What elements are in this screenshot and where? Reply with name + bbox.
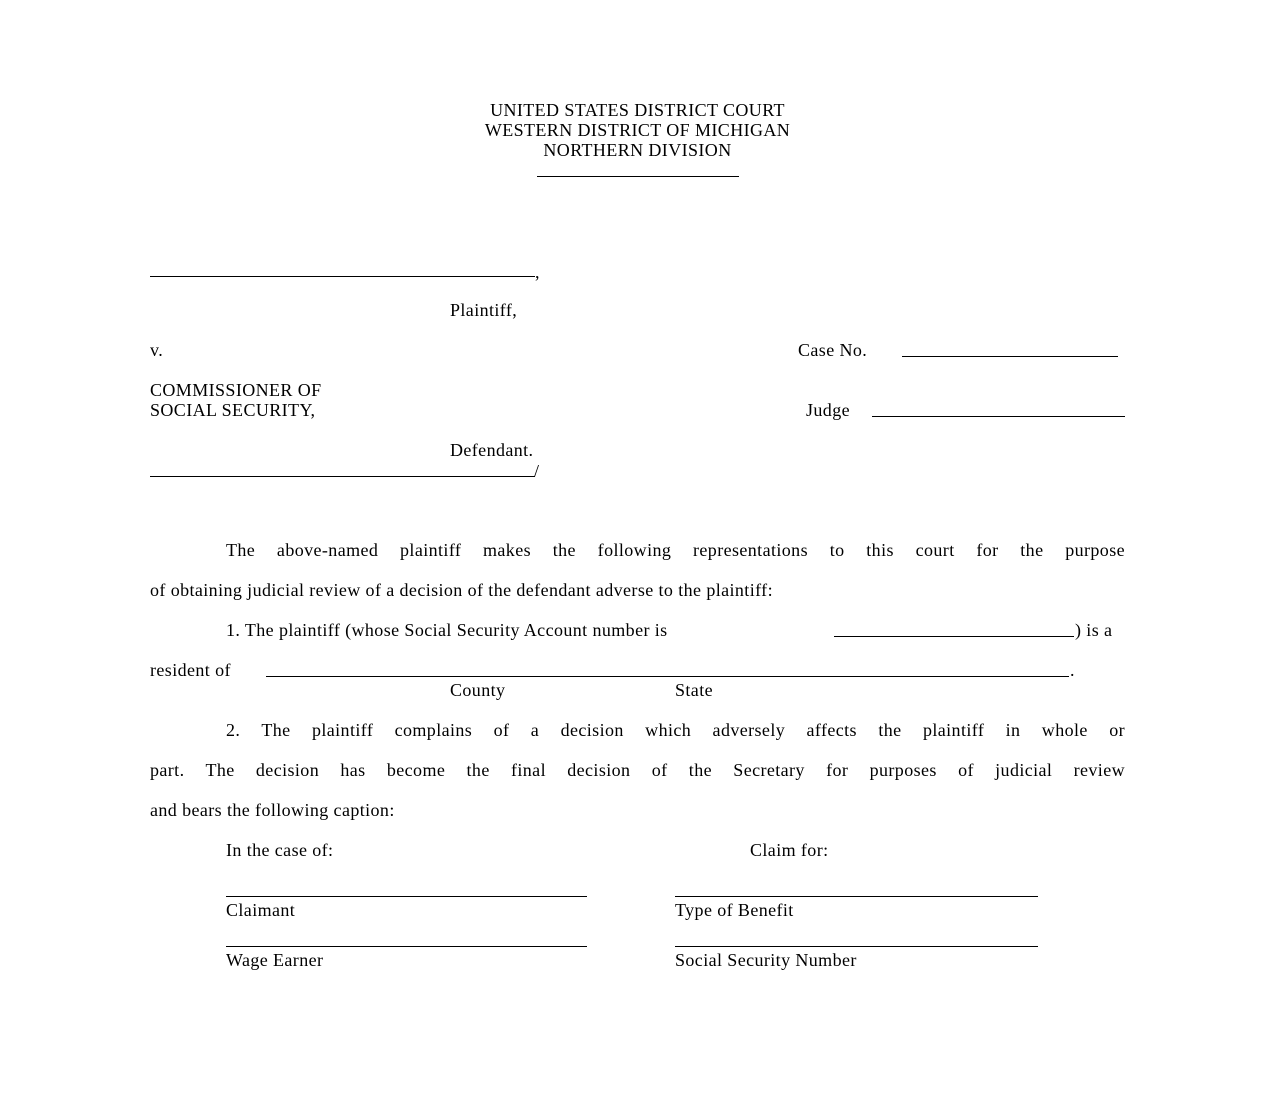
caption-closing-slash: / bbox=[534, 461, 540, 481]
residence-field[interactable] bbox=[266, 676, 1069, 677]
claimant-label: Claimant bbox=[226, 900, 296, 920]
wage-earner-label: Wage Earner bbox=[226, 950, 324, 970]
item1-text: 1. The plaintiff (whose Social Security Account number is bbox=[226, 620, 668, 640]
ssn-field[interactable] bbox=[675, 946, 1038, 947]
district-name: WESTERN DISTRICT OF MICHIGAN bbox=[484, 120, 791, 140]
resident-of-label: resident of bbox=[150, 660, 231, 680]
versus-label: v. bbox=[150, 340, 164, 360]
item2-line2: part. The decision has become the final decision of the Secretary for purposes of judicial review bbox=[150, 760, 1125, 780]
plaintiff-name-field[interactable] bbox=[150, 276, 535, 277]
intro-paragraph-line1: The above-named plaintiff makes the following representations to this court for the purpose bbox=[226, 540, 1125, 560]
claimant-field[interactable] bbox=[226, 896, 587, 897]
type-of-benefit-field[interactable] bbox=[675, 896, 1038, 897]
item2-line1: 2. The plaintiff complains of a decision which adversely affects the plaintiff in whole or bbox=[226, 720, 1125, 740]
header-rule bbox=[537, 176, 739, 177]
wage-earner-field[interactable] bbox=[226, 946, 587, 947]
caption-closing-line bbox=[150, 476, 535, 477]
intro-paragraph-line2: of obtaining judicial review of a decision of the defendant adverse to the plaintiff: bbox=[150, 580, 773, 600]
defendant-name-line1: COMMISSIONER OF bbox=[150, 380, 322, 400]
plaintiff-comma: , bbox=[535, 262, 540, 282]
residence-period: . bbox=[1070, 660, 1075, 680]
plaintiff-label: Plaintiff, bbox=[450, 300, 518, 320]
item2-line3: and bears the following caption: bbox=[150, 800, 395, 820]
in-the-case-of-label: In the case of: bbox=[226, 840, 334, 860]
judge-label: Judge bbox=[806, 400, 850, 420]
court-name: UNITED STATES DISTRICT COURT bbox=[490, 100, 785, 120]
judge-field[interactable] bbox=[872, 416, 1125, 417]
defendant-label: Defendant. bbox=[450, 440, 534, 460]
case-no-field[interactable] bbox=[902, 356, 1118, 357]
item1-text-end: ) is a bbox=[1075, 620, 1113, 640]
type-of-benefit-label: Type of Benefit bbox=[675, 900, 794, 920]
ssa-account-number-field[interactable] bbox=[834, 636, 1074, 637]
claim-for-label: Claim for: bbox=[750, 840, 829, 860]
state-label: State bbox=[675, 680, 713, 700]
defendant-name-line2: SOCIAL SECURITY, bbox=[150, 400, 316, 420]
county-label: County bbox=[450, 680, 506, 700]
ssn-label: Social Security Number bbox=[675, 950, 857, 970]
division-name: NORTHERN DIVISION bbox=[543, 140, 732, 160]
case-no-label: Case No. bbox=[798, 340, 868, 360]
